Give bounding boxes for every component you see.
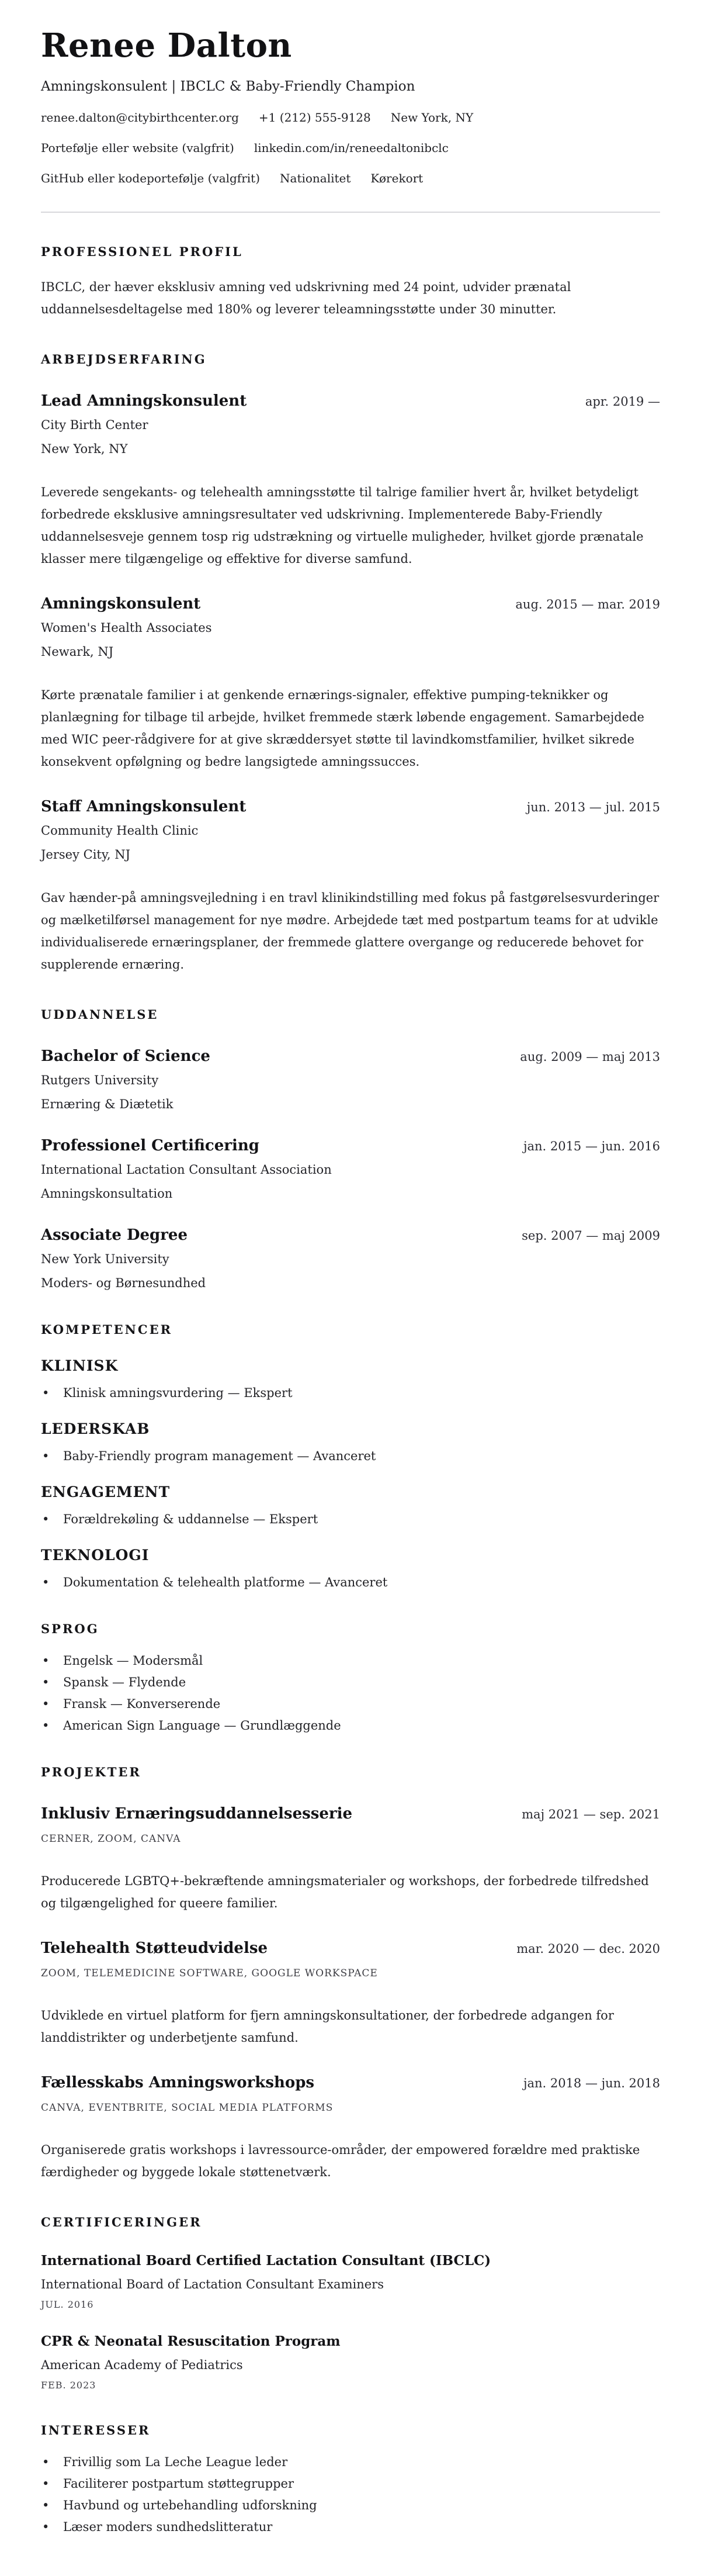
skill-item: • Klinisk amningsvurdering — Ekspert — [41, 1385, 660, 1401]
section-heading-projects: PROJEKTER — [41, 1765, 141, 1780]
job-entry — [41, 392, 660, 570]
project-description: Producerede LGBTQ+-bekræftende amningsmaterialer og workshops, der forbedrede tilfredshed og tilgængelighed for queere familier. — [41, 1874, 649, 1911]
job-dates: aug. 2015 — mar. 2019 — [515, 597, 660, 612]
job-head — [41, 392, 660, 410]
contact-row-3 — [41, 171, 660, 186]
section-interests — [41, 2423, 660, 2534]
job-dates: apr. 2019 — — [585, 395, 660, 409]
education-entry — [41, 1136, 660, 1201]
job-location: New York, NY — [41, 442, 128, 457]
section-heading-education: UDDANNELSE — [41, 1007, 159, 1022]
section-heading-experience: ARBEJDSERFARING — [41, 352, 207, 367]
language-item: • Engelsk — Modersmål — [41, 1653, 660, 1668]
project-title: Inklusiv Ernæringsuddannelsesserie — [41, 1805, 353, 1823]
certification-issuer: American Academy of Pediatrics — [41, 2358, 243, 2373]
project-dates: maj 2021 — sep. 2021 — [522, 1807, 660, 1822]
language-list — [41, 1653, 660, 1733]
job-title: Lead Amningskonsulent — [41, 392, 247, 410]
tagline: Amningskonsulent | IBCLC & Baby-Friendly Champion — [41, 79, 415, 95]
interest-item: • Havbund og urtebehandling udforskning — [41, 2498, 660, 2513]
certification-name: CPR & Neonatal Resuscitation Program — [41, 2333, 341, 2350]
job-head — [41, 797, 660, 816]
education-degree: Associate Degree — [41, 1226, 188, 1244]
education-dates: sep. 2007 — maj 2009 — [522, 1229, 660, 1243]
project-entry — [41, 2073, 660, 2183]
certification-entry — [41, 2333, 660, 2391]
language-item: • Fransk — Konverserende — [41, 1696, 660, 1711]
section-heading-languages: SPROG — [41, 1621, 99, 1637]
contact-row-1 — [41, 110, 660, 125]
job-head — [41, 594, 660, 613]
project-description: Udviklede en virtuel platform for fjern amningskonsultationer, der forbedrede adgangen for landdistrikter og underbetjente samfund. — [41, 2008, 614, 2045]
certification-date: FEB. 2023 — [41, 2380, 96, 2391]
education-school: Rutgers University — [41, 1073, 159, 1088]
project-dates: jan. 2018 — jun. 2018 — [523, 2076, 660, 2091]
job-location: Jersey City, NJ — [41, 848, 131, 862]
project-head — [41, 2073, 660, 2092]
education-degree: Bachelor of Science — [41, 1047, 210, 1066]
section-heading-certifications: CERTIFICERINGER — [41, 2215, 202, 2230]
skill-group-engagement — [41, 1484, 660, 1527]
project-head — [41, 1939, 660, 1958]
skill-group-label: LEDERSKAB — [41, 1420, 150, 1438]
section-skills — [41, 1322, 660, 1590]
job-title: Amningskonsulent — [41, 595, 201, 613]
education-field: Amningskonsultation — [41, 1187, 173, 1201]
phone-text: +1 (212) 555-9128 — [258, 110, 371, 125]
section-heading-skills: KOMPETENCER — [41, 1322, 173, 1337]
project-title: Telehealth Støtteudvidelse — [41, 1939, 268, 1958]
contact-row-2 — [41, 140, 660, 155]
skill-item: • Dokumentation & telehealth platforme — Avanceret — [41, 1575, 660, 1590]
project-entry — [41, 1939, 660, 2049]
certification-issuer: International Board of Lactation Consultant Examiners — [41, 2277, 384, 2292]
skill-list — [41, 1448, 660, 1464]
job-company: City Birth Center — [41, 418, 148, 433]
education-dates: aug. 2009 — maj 2013 — [520, 1050, 660, 1064]
skill-item: • Forældrekøling & uddannelse — Ekspert — [41, 1512, 660, 1527]
profile-text: IBCLC, der hæver eksklusiv amning ved udskrivning med 24 point, udvider prænatal uddannelsesdeltagelse med 180% og leverer teleamningsstøtte under 30 minutter. — [41, 280, 571, 317]
job-description: Leverede sengekants- og telehealth amningsstøtte til talrige familier hvert år, hvilket betydeligt forbedrede eksklusive amningsresultater ved udskrivning. Implementerede Baby-Friendly uddannelsesveje gennem tosp rig udstrækning og virtuelle muligheder, hvilket gjorde prænatale klasser mere tilgængelige og effektive for diverse samfund. — [41, 485, 644, 566]
project-description: Organiserede gratis workshops i lavressource-områder, der empowered forældre med praktiske færdigheder og byggede lokale støttenetværk. — [41, 2143, 640, 2180]
person-name: Renee Dalton — [41, 26, 292, 65]
education-entry — [41, 1047, 660, 1112]
project-title: Fællesskabs Amningsworkshops — [41, 2074, 315, 2092]
job-description: Kørte prænatale familier i at genkende ernærings-signaler, effektive pumping-teknikker og planlægning for tilbage til arbejde, hvilket fremmede stærk løbende engagement. Samarbejdede med WIC peer-rådgivere for at give skræddersyet støtte til lavindkomstfamilier, hvilket sikrede konsekvent opfølgning og bedre langsigtede amningssucces. — [41, 688, 644, 769]
job-title: Staff Amningskonsulent — [41, 798, 247, 816]
section-profile — [41, 244, 660, 320]
skill-group-label: TEKNOLOGI — [41, 1547, 150, 1564]
skill-group-clinical — [41, 1357, 660, 1401]
project-entry — [41, 1804, 660, 1914]
education-entry — [41, 1226, 660, 1291]
education-field: Moders- og Børnesundhed — [41, 1276, 206, 1291]
project-tools: ZOOM, TELEMEDICINE SOFTWARE, GOOGLE WORKSPACE — [41, 1968, 378, 1980]
education-degree: Professionel Certificering — [41, 1137, 259, 1155]
skill-group-label: ENGAGEMENT — [41, 1484, 171, 1501]
job-description: Gav hænder-på amningsvejledning i en travl klinikindstilling med fokus på fastgørelsesvurderinger og mælketilførsel management for nye mødre. Arbejdede tæt med postpartum teams for at udvikle individualiserede ernæringsplaner, der fremmede glattere overgange og reducerede behovet for supplerende ernæring. — [41, 891, 660, 972]
education-field: Ernæring & Diætetik — [41, 1097, 173, 1112]
project-tools: CANVA, EVENTBRITE, SOCIAL MEDIA PLATFORMS — [41, 2102, 334, 2114]
location-text: New York, NY — [390, 110, 474, 125]
portfolio-placeholder-text: Portefølje eller website (valgfrit) — [41, 141, 234, 155]
project-tools: CERNER, ZOOM, CANVA — [41, 1833, 181, 1845]
skill-group-label: KLINISK — [41, 1357, 119, 1375]
certification-entry — [41, 2252, 660, 2311]
job-company: Women's Health Associates — [41, 621, 212, 635]
interest-item: • Læser moders sundhedslitteratur — [41, 2519, 660, 2534]
linkedin-text: linkedin.com/in/reneedaltonibclc — [254, 141, 449, 155]
skill-group-technology — [41, 1547, 660, 1590]
education-dates: jan. 2015 — jun. 2016 — [523, 1139, 660, 1154]
education-head — [41, 1226, 660, 1244]
education-school: International Lactation Consultant Association — [41, 1163, 332, 1177]
section-education — [41, 1007, 660, 1291]
section-heading-interests: INTERESSER — [41, 2423, 151, 2438]
language-item: • Spansk — Flydende — [41, 1675, 660, 1690]
education-school: New York University — [41, 1252, 169, 1267]
job-entry — [41, 594, 660, 773]
skill-group-leadership — [41, 1420, 660, 1464]
section-certifications — [41, 2215, 660, 2391]
interest-item: • Frivillig som La Leche League leder — [41, 2454, 660, 2470]
section-languages — [41, 1621, 660, 1733]
email-text: renee.dalton@citybirthcenter.org — [41, 110, 239, 125]
skill-list — [41, 1575, 660, 1590]
job-dates: jun. 2013 — jul. 2015 — [526, 800, 660, 815]
project-head — [41, 1804, 660, 1823]
github-placeholder-text: GitHub eller kodeportefølje (valgfrit) — [41, 171, 261, 186]
skill-item: • Baby-Friendly program management — Avanceret — [41, 1448, 660, 1464]
header-divider — [41, 212, 660, 213]
interest-list — [41, 2454, 660, 2534]
section-heading-profile: PROFESSIONEL PROFIL — [41, 244, 243, 260]
interest-item: • Faciliterer postpartum støttegrupper — [41, 2476, 660, 2491]
skill-list — [41, 1512, 660, 1527]
license-text: Kørekort — [370, 171, 424, 186]
job-location: Newark, NJ — [41, 645, 114, 659]
resume-header — [41, 27, 660, 186]
section-experience — [41, 352, 660, 976]
job-entry — [41, 797, 660, 976]
section-projects — [41, 1765, 660, 2183]
education-head — [41, 1047, 660, 1066]
certification-name: International Board Certified Lactation Consultant (IBCLC) — [41, 2253, 491, 2269]
project-dates: mar. 2020 — dec. 2020 — [516, 1942, 660, 1956]
certification-date: JUL. 2016 — [41, 2299, 94, 2311]
job-company: Community Health Clinic — [41, 824, 199, 838]
nationality-text: Nationalitet — [280, 171, 351, 186]
language-item: • American Sign Language — Grundlæggende — [41, 1718, 660, 1733]
education-head — [41, 1136, 660, 1155]
skill-list — [41, 1385, 660, 1401]
